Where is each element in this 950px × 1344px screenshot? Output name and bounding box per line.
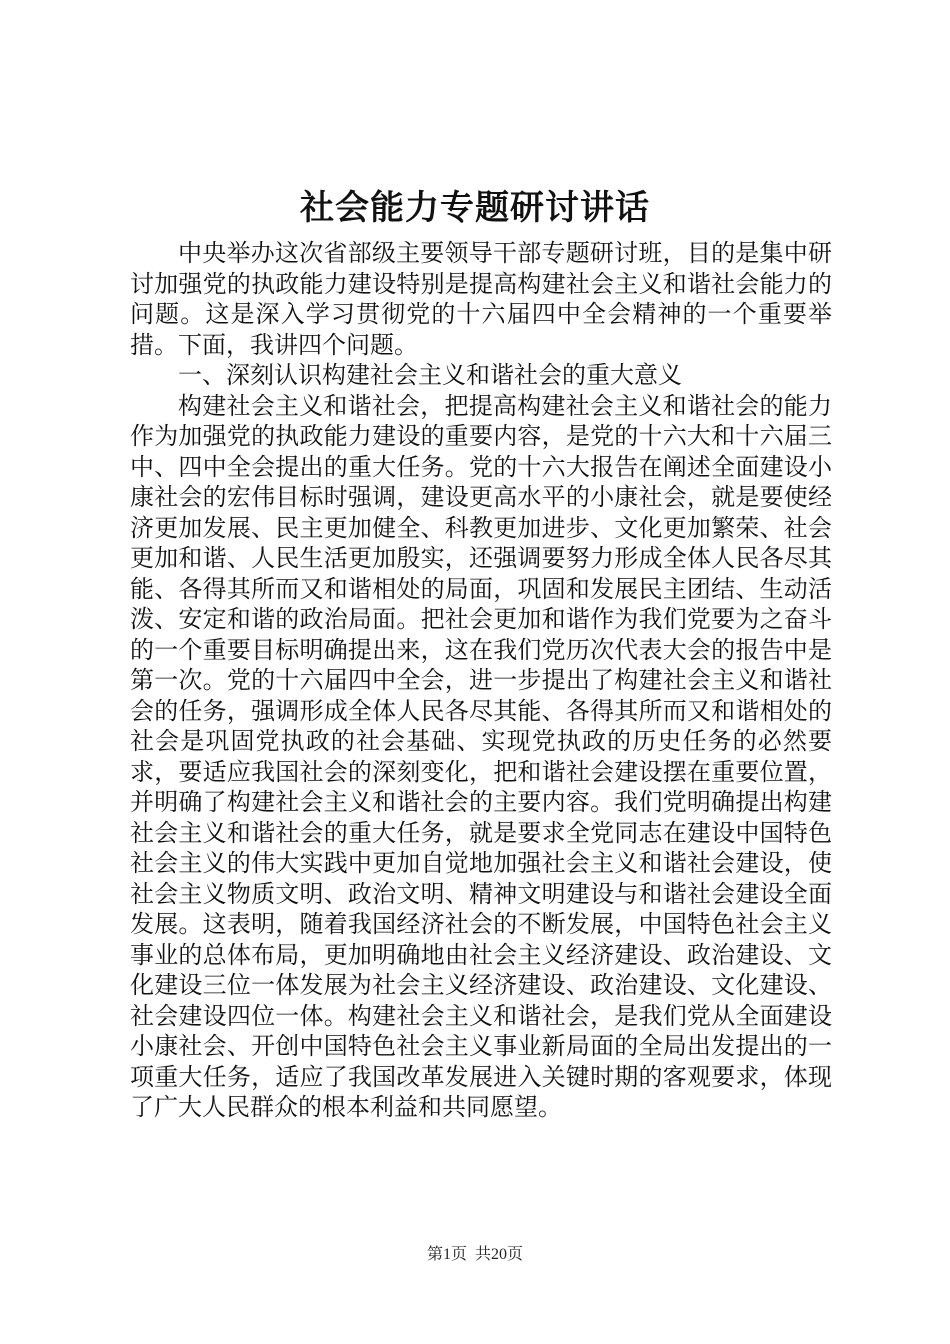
document-title: 社会能力专题研讨讲话 (300, 188, 650, 228)
page-total: 共20页 (475, 1246, 524, 1263)
body-paragraph: 构建社会主义和谐社会，把提高构建社会主义和谐社会的能力作为加强党的执政能力建设的重要内容，是党的十六大和十六届三中、四中全会提出的重大任务。党的十六大报告在阐述全面建设小康社会的宏伟目标时强调，建设更高水平的小康社会，就是要使经济更加发展、民主更加健全、科教更加进步、文化更加繁荣、社会更加和谐、人民生活更加殷实，还强调要努力形成全体人民各尽其能、各得其所而又和谐相处的局面，巩固和发展民主团结、生动活泼、安定和谐的政治局面。把社会更加和谐作为我们党要为之奋斗的一个重要目标明确提出来，这在我们党历次代表大会的报告中是第一次。党的十六届四中全会，进一步提出了构建社会主义和谐社会的任务，强调形成全体人民各尽其能、各得其所而又和谐相处的社会是巩固党执政的社会基础、实现党执政的历史任务的必然要求，要适应我国社会的深刻变化，把和谐社会建设摆在重要位置，并明确了构建社会主义和谐社会的主要内容。我们党明确提出构建社会主义和谐社会的重大任务，就是要求全党同志在建设中国特色社会主义的伟大实践中更加自觉地加强社会主义和谐社会建设，使社会主义物质文明、政治文明、精神文明建设与和谐社会建设全面发展。这表明，随着我国经济社会的不断发展，中国特色社会主义事业的总体布局，更加明确地由社会主义经济建设、政治建设、文化建设三位一体发展为社会主义经济建设、政治建设、文化建设、社会建设四位一体。构建社会主义和谐社会，是我们党从全面建设小康社会、开创中国特色社会主义事业新局面的全局出发提出的一项重大任务，适应了我国改革发展进入关键时期的客观要求，体现了广大人民群众的根本利益和共同愿望。 (130, 391, 832, 1121)
intro-paragraph: 中央举办这次省部级主要领导干部专题研讨班，目的是集中研讨加强党的执政能力建设特别是提高构建社会主义和谐社会能力的问题。这是深入学习贯彻党的十六届四中全会精神的一个重要举措。下面，我讲四个问题。 (130, 239, 832, 359)
page-number: 第1页 (426, 1246, 467, 1263)
page-footer (0, 1244, 950, 1266)
section-heading: 一、深刻认识构建社会主义和谐社会的重大意义 (178, 361, 682, 389)
document-body (130, 238, 832, 1123)
